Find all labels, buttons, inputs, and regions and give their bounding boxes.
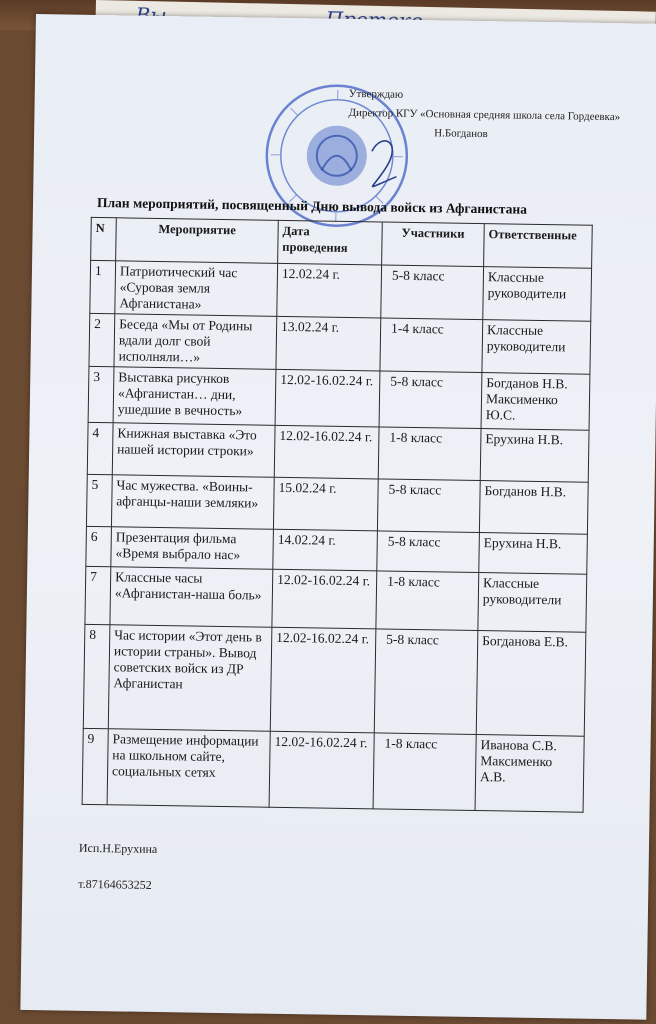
cell-event: Выставка рисунков «Афганистан… дни, ушедшие в вечность» xyxy=(113,367,276,426)
document-page xyxy=(20,14,656,1020)
header-participants: Участники xyxy=(382,222,485,267)
cell-participants: 1-8 класс xyxy=(373,733,476,811)
table-row xyxy=(89,313,591,374)
cell-number: 2 xyxy=(89,313,115,366)
cell-responsible: Ерухина Н.В. xyxy=(479,533,588,575)
cell-participants: 1-8 класс xyxy=(378,427,481,481)
cell-date: 14.02.24 г. xyxy=(273,529,378,571)
cell-participants: 1-8 класс xyxy=(376,571,479,631)
cell-number: 9 xyxy=(82,728,108,804)
cell-date: 13.02.24 г. xyxy=(276,316,381,371)
header-responsible: Ответственные xyxy=(484,224,593,269)
cell-participants: 5-8 класс xyxy=(381,265,484,320)
cell-number: 1 xyxy=(90,260,116,313)
cell-date: 12.02-16.02.24 г. xyxy=(275,369,380,427)
page-title: План мероприятий, посвященный Дню вывода войск из Афганистана xyxy=(96,194,528,217)
cell-responsible: Классные руководители xyxy=(478,573,587,633)
executor-phone: т.87164653252 xyxy=(78,876,152,892)
cell-participants: 5-8 класс xyxy=(379,371,482,429)
table-row xyxy=(87,422,589,482)
cell-event: Размещение информации на школьном сайте, социальных сетях xyxy=(107,729,270,808)
cell-participants: 5-8 класс xyxy=(377,531,480,573)
cell-responsible: Иванова С.В. Максименко А.В. xyxy=(475,735,584,813)
cell-event: Час мужества. «Воины-афганцы-наши земляки» xyxy=(111,475,274,530)
cell-date: 12.02.24 г. xyxy=(277,263,382,318)
cell-event: Презентация фильма «Время выбрало нас» xyxy=(111,527,274,570)
table-row xyxy=(85,566,587,632)
cell-responsible: Богданов Н.В. xyxy=(479,481,588,535)
cell-number: 4 xyxy=(87,422,113,474)
cell-responsible: Богданова Е.В. xyxy=(476,631,586,737)
cell-number: 6 xyxy=(86,526,112,566)
events-table xyxy=(82,217,593,813)
cell-number: 8 xyxy=(83,624,110,728)
cell-date: 12.02-16.02.24 г. xyxy=(274,425,379,479)
table-row xyxy=(83,624,586,736)
cell-event: Час истории «Этот день в истории страны». Вывод советских войск из ДР Афганистан xyxy=(108,625,272,732)
executor-name: Исп.Н.Ерухина xyxy=(78,840,158,857)
cell-responsible: Богданов Н.В. Максименко Ю.С. xyxy=(481,373,590,431)
header-number: N xyxy=(91,217,117,260)
header-date: Дата проведения xyxy=(278,220,383,265)
approval-heading: Утверждаю xyxy=(348,87,404,101)
cell-number: 3 xyxy=(88,366,114,422)
cell-responsible: Классные руководители xyxy=(482,320,591,375)
approval-signature-name: Н.Богданов xyxy=(434,127,488,141)
cell-event: Книжная выставка «Это нашей истории строки» xyxy=(112,423,275,478)
cell-responsible: Классные руководители xyxy=(483,267,592,322)
table-row xyxy=(82,728,584,812)
cell-participants: 5-8 класс xyxy=(377,479,480,533)
approval-block xyxy=(310,84,621,146)
cell-date: 15.02.24 г. xyxy=(273,477,378,531)
cell-event: Патриотический час «Суровая земля Афганистана» xyxy=(115,261,278,317)
approval-position: Директор КГУ «Основная средняя школа села Гордеевка» xyxy=(348,106,621,124)
table-row xyxy=(86,474,588,534)
cell-number: 5 xyxy=(86,474,112,526)
cell-participants: 1-4 класс xyxy=(380,318,483,373)
cell-responsible: Ерухина Н.В. xyxy=(480,429,589,483)
cell-event: Беседа «Мы от Родины вдали долг свой исполняли…» xyxy=(114,314,277,370)
cell-date: 12.02-16.02.24 г. xyxy=(272,569,377,629)
table-row xyxy=(88,366,590,430)
cell-event: Классные часы «Афганистан-наша боль» xyxy=(110,567,273,628)
cell-date: 12.02-16.02.24 г. xyxy=(270,627,376,733)
header-event: Мероприятие xyxy=(116,218,279,264)
cell-participants: 5-8 класс xyxy=(374,629,478,735)
table-row xyxy=(90,260,592,321)
cell-date: 12.02-16.02.24 г. xyxy=(269,731,374,809)
cell-number: 7 xyxy=(85,566,111,624)
